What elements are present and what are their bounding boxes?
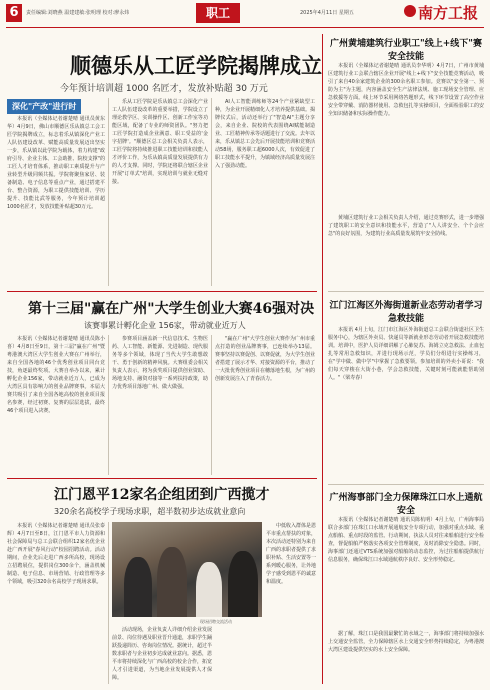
recruitment-photo <box>112 522 262 617</box>
issue-date: 2025年4月11日 星期五 <box>300 10 354 16</box>
right-story-1-body-2 <box>328 214 484 288</box>
story-divider <box>7 291 317 292</box>
right-story-3-body-2 <box>328 630 484 684</box>
column-divider <box>211 98 212 286</box>
right-story-1-headline: 广州黄埔建筑行业职工"线上+线下"赛安全技能 <box>330 39 482 62</box>
right-story-1-body <box>328 62 484 212</box>
lead-subtitle: 今年预计培训超 1000 名匠才，发放补贴超 30 万元 <box>60 84 268 94</box>
right-divider <box>328 291 484 292</box>
lead-column-1 <box>7 115 105 285</box>
column-divider <box>211 335 212 475</box>
right-story-3-text: 本报讯（全媒体记者谢楚晴 通讯员陈杭明）4月上旬，广州海事局联合多部门在珠江口水域开展通航安全专项行动，加强对重点水域、重点船舶、重点时段的监管。行动期间，执法人员对往来船舶进行安全检查，督促船舶严格落实各项安全管理制度，及时消除安全隐患。同时，海事部门还通过VTS系统加强对船舶的动态监控，为过往船舶提供航行信息服务，确保珠江口水域通航秩序良好、安全形势稳定。 <box>328 517 484 563</box>
jiangmen-column-3 <box>266 522 316 684</box>
jiangmen-text-1: 本报讯（全媒体记者谢楚晴 通讯员张泰辉）4月7日至8日，江门恩平市人力资源和社会保障局与总工会联合组织12家名优企业赴广西开展"春风行动"校园招聘活动。活动期间，企业先后走进广西多所高校，现场设立招聘展位，提供岗位300余个，涵盖机械制造、电子信息、市场营销、行政管理等多个领域，吸引320余名高校学子现场求职。 <box>7 523 105 585</box>
section-label: 职工 <box>196 3 240 23</box>
brand-logo-icon <box>404 5 416 17</box>
jiangmen-text-2: 活动现场，企业负责人详细介绍企业发展前景、岗位待遇及职业晋升通道，求职学生踊跃投递简历、咨询岗位情况。据统计，超过半数求职者与企业初步达成就业意向。据悉，恩平市将持续深化与广西高校的校企合作，拓宽人才引进渠道，为当地企业发展提供人才保障。 <box>112 627 212 681</box>
jiangmen-headline: 江门恩平12家名企组团到广西揽才 <box>54 487 270 503</box>
entrepreneur-column-3 <box>215 335 315 475</box>
entrepreneur-text-3: "赢在广州"大学生创业大赛作为广州市重点打造的创业品牌赛事，已连续举办13届。赛事坚持以赛促创、以赛促就，为大学生创业者搭建了展示才华、对接资源的平台，推动了一大批优秀创业项目在穗落地生根，为广州的创新发展注入了青春活力。 <box>215 336 315 382</box>
right-story-3-headline: 广州海事部门全力保障珠江口水上通航安全 <box>329 493 483 516</box>
jiangmen-column-2 <box>112 626 212 684</box>
lead-headline: 顺德乐从工匠学院揭牌成立 <box>70 53 322 78</box>
lead-column-2 <box>112 98 208 285</box>
entrepreneur-column-2 <box>112 335 208 475</box>
right-divider <box>328 484 484 485</box>
right-story-3-text-2: 据了解，珠江口是我国最繁忙的水域之一，海事部门将持续加强水上交通安全监管，全力保障辖区水上交通安全形势持续稳定，为粤港澳大湾区建设提供坚实的水上安全保障。 <box>328 631 484 653</box>
column-divider <box>108 98 109 286</box>
jiangmen-column-1 <box>7 522 105 684</box>
entrepreneur-subtitle: 该赛事累计孵化企业 156家，带动就业近万人 <box>84 321 246 330</box>
entrepreneur-text-2: 参赛项目涵盖新一代信息技术、生物医药、人工智能、新能源、先进制造、现代服务等多个领域，体现了当代大学生敢想敢干、勇于创新的精神风貌。大赛组委会相关负责人表示，将为获奖项目提供创业资助、场地支持、融资对接等一系列扶持政策，助力优秀项目落地广州、做大做强。 <box>112 336 208 390</box>
lead-text-2: 乐从工匠学院是乐从镇总工会深化产业工人队伍建设改革的重要举措，学院设立了理论教学区、实训操作区、创新工作室等功能区域，配备了专业的师资团队。"努力把工匠学院打造成企业满意、职工受益的'金字招牌'。"顺德区总工会相关负责人表示，工匠学院将持续推进职工技能培训和技能人才评价工作，为乐从镇高质量发展提供有力的人才支撑。同时，学院还将联合辖区企业开展"订单式"培训，实现培训与就业无缝对接。 <box>112 99 208 185</box>
story-divider <box>7 478 317 479</box>
entrepreneur-column-1 <box>7 335 105 475</box>
editor-credits: 责任编辑:刘晓燕 温建建敏:张明理 校对:廖永炜 <box>26 10 130 16</box>
page-header <box>0 0 490 30</box>
newspaper-brand: 南方工报 <box>418 4 479 22</box>
right-story-1-text-2: 黄埔区建筑行业工会相关负责人介绍，通过竞赛形式，进一步增强了建筑职工的安全意识和技能水平，营造了"人人讲安全、个个会应急"的良好氛围，为建筑行业高质量发展筑牢安全防线。 <box>328 215 484 237</box>
right-column-divider <box>322 34 323 684</box>
photo-caption: 现场招聘交流活动 <box>200 619 232 624</box>
right-story-2-body <box>328 326 484 481</box>
jiangmen-text-3: 中低收入群体是恩平市重点帮扶的对象，本次活动还特别为来自广西的求职者提供了求职补贴、生活安置等一系列暖心服务，让外地学子感受到恩平的诚意和温度。 <box>266 523 316 585</box>
right-story-1-text: 本报讯（全媒体记者谢楚晴 通讯员李华明）4月7日，广州市黄埔区建筑行业工会联合辖区企业开展"线上+线下"安全技能竞赛活动，吸引了来自40余家建筑企业的300余名职工参加。竞赛以"安全第一、预防为主"为主题，内容涵盖安全生产法律法规、施工现场安全管理、应急救援等方面。线上环节采用网络答题形式，线下环节设置了高空作业安全带穿戴、消防器材使用、急救包扎等实操项目，全面检验职工的安全知识储备和实际操作能力。 <box>328 63 484 117</box>
page-number: 6 <box>6 4 22 22</box>
lead-column-3 <box>215 98 315 285</box>
lead-text-1: 本报讯（全媒体记者谢楚晴 通讯员黄东华）4月9日，佛山市顺德区乐从镇总工会工匠学院揭牌成立，标志着乐从镇深化产业工人队伍建设改革、赋能高质量发展迈出坚实一步，乐从镇以此学院为载体，着力构建"政府引导、企业主体、工会助推、院校支撑"的工匠人才培育体系，推动职工素质提升与产业转型升级同频共振。学院将聚焦家居、装备制造、电子信息等重点产业，通过搭建平台、整合资源，为职工提供技能培训、学历提升、技能比武等服务，今年预计培训超1000名匠才，发放技能补贴超30万元。 <box>7 116 105 210</box>
right-story-2-text: 本报讯 4月上旬，江门市江海区外海街道总工会联合街道社区卫生服务中心，为辖区外卖员、快递员等新就业形态劳动者开展急救技能培训。培训中，医护人员详细讲解了心肺复苏、海姆立克急救法、止血包扎等常用急救知识，并进行现场示范，学员们分组进行实操练习，在"学中做、做中学"中掌握了急救要领。参加培训的外卖小哥说："我们每天穿梭在大街小巷，学会急救技能，关键时刻可能就能帮助别人。"（梁寿春） <box>328 327 484 381</box>
entrepreneur-text-1: 本报讯（全媒体记者谢楚晴 通讯员陈小喜）4月8日至9日，第十三届"赢在广州"暨粤港澳大湾区大学生创业大赛在广州举行，来自全国各地的46个优秀创业项目同台竞技，角逐最终奖项。大赛自举办以来，累计孵化企业156家，带动就业近万人，已成为大湾区具有影响力的创业品牌赛事。本届大赛共吸引了来自全国各地高校的创业项目报名参赛，经过初赛、复赛的层层选拔，最终46个项目进入决赛。 <box>7 336 105 414</box>
entrepreneur-headline: 第十三届"赢在广州"大学生创业大赛46强对决 <box>28 301 315 317</box>
right-story-2-headline: 江门江海区外海街道新业态劳动者学习急救技能 <box>329 301 483 324</box>
right-story-3-body <box>328 516 484 628</box>
lead-text-3: AI人工智能训练师等24个产业紧缺型工种，为企业开展精细化人才培养提供基础。揭牌仪式后，活动还举行了"智造AI"主题分享会，来自企业、院校的代表围绕AI赋能制造业、工匠精神传承等话题进行了交流。去年以来，乐从镇总工会先后开展技能培训和竞赛活动58场，服务职工超6000人次，有效促进了职工技能水平提升，为镇域经济高质量发展注入了强劲动能。 <box>215 99 315 169</box>
header-rule <box>6 27 484 28</box>
column-divider <box>108 335 109 475</box>
column-divider <box>108 522 109 684</box>
lead-subhead: 深化"产改"进行时 <box>7 99 81 114</box>
jiangmen-subtitle: 320余名高校学子现场求职，超半数初步达成就业意向 <box>54 507 246 516</box>
